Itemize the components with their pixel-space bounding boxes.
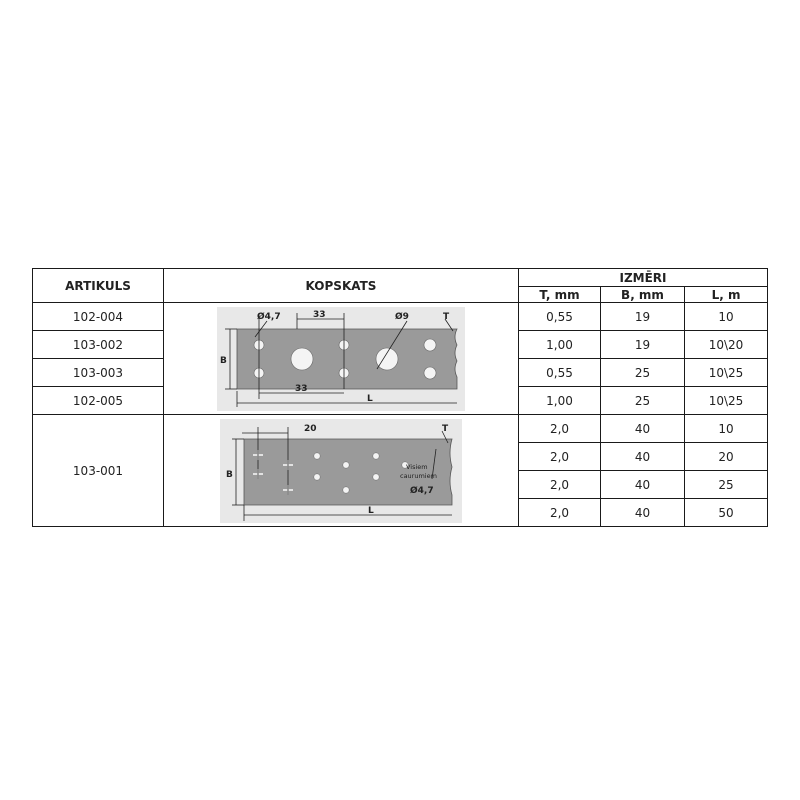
- artikuls-cell: 102-005: [33, 387, 164, 415]
- perforated-strip-diagram-1: [217, 307, 465, 411]
- t-cell: 2,0: [519, 471, 601, 499]
- artikuls-cell: 103-001: [33, 415, 164, 527]
- label-spacing: 20: [304, 423, 317, 434]
- diagram-cell-1: [164, 303, 519, 415]
- l-cell: 20: [685, 443, 768, 471]
- header-b-mm: B, mm: [601, 287, 685, 303]
- l-cell: 10: [685, 415, 768, 443]
- l-cell: 10\20: [685, 331, 768, 359]
- b-cell: 40: [601, 471, 685, 499]
- label-hole-large: Ø9: [395, 311, 409, 322]
- header-t-mm: T, mm: [519, 287, 601, 303]
- header-izmeri: IZMĒRI: [519, 269, 768, 287]
- label-thickness: T: [443, 311, 450, 322]
- header-l-m: L, m: [685, 287, 768, 303]
- t-cell: 2,0: [519, 415, 601, 443]
- t-cell: 1,00: [519, 387, 601, 415]
- b-cell: 19: [601, 303, 685, 331]
- table-row: [33, 415, 768, 443]
- t-cell: 2,0: [519, 443, 601, 471]
- label-spacing-bottom: 33: [295, 383, 308, 394]
- artikuls-cell: 103-002: [33, 331, 164, 359]
- t-cell: 0,55: [519, 359, 601, 387]
- label-thickness: T: [442, 423, 449, 434]
- t-cell: 2,0: [519, 499, 601, 527]
- l-cell: 10\25: [685, 359, 768, 387]
- label-width: B: [220, 355, 227, 366]
- l-cell: 10\25: [685, 387, 768, 415]
- l-cell: 50: [685, 499, 768, 527]
- b-cell: 40: [601, 443, 685, 471]
- l-cell: 10: [685, 303, 768, 331]
- label-note-line1: Visiem: [406, 462, 428, 471]
- b-cell: 25: [601, 387, 685, 415]
- header-artikuls: ARTIKULS: [33, 269, 164, 303]
- l-cell: 25: [685, 471, 768, 499]
- t-cell: 0,55: [519, 303, 601, 331]
- label-hole: Ø4,7: [410, 485, 434, 496]
- b-cell: 40: [601, 415, 685, 443]
- b-cell: 19: [601, 331, 685, 359]
- artikuls-cell: 102-004: [33, 303, 164, 331]
- perforated-strip-diagram-2: [220, 419, 462, 523]
- label-hole-small: Ø4,7: [257, 311, 281, 322]
- header-kopskats: KOPSKATS: [164, 269, 519, 303]
- b-cell: 40: [601, 499, 685, 527]
- t-cell: 1,00: [519, 331, 601, 359]
- label-length: L: [368, 505, 374, 516]
- label-note-line2: caurumiem: [400, 471, 437, 480]
- product-spec-table: [32, 268, 768, 527]
- label-length: L: [367, 393, 373, 404]
- table-row: [33, 303, 768, 331]
- label-spacing-top: 33: [313, 309, 326, 320]
- diagram-cell-2: [164, 415, 519, 527]
- b-cell: 25: [601, 359, 685, 387]
- artikuls-cell: 103-003: [33, 359, 164, 387]
- label-width: B: [226, 469, 233, 480]
